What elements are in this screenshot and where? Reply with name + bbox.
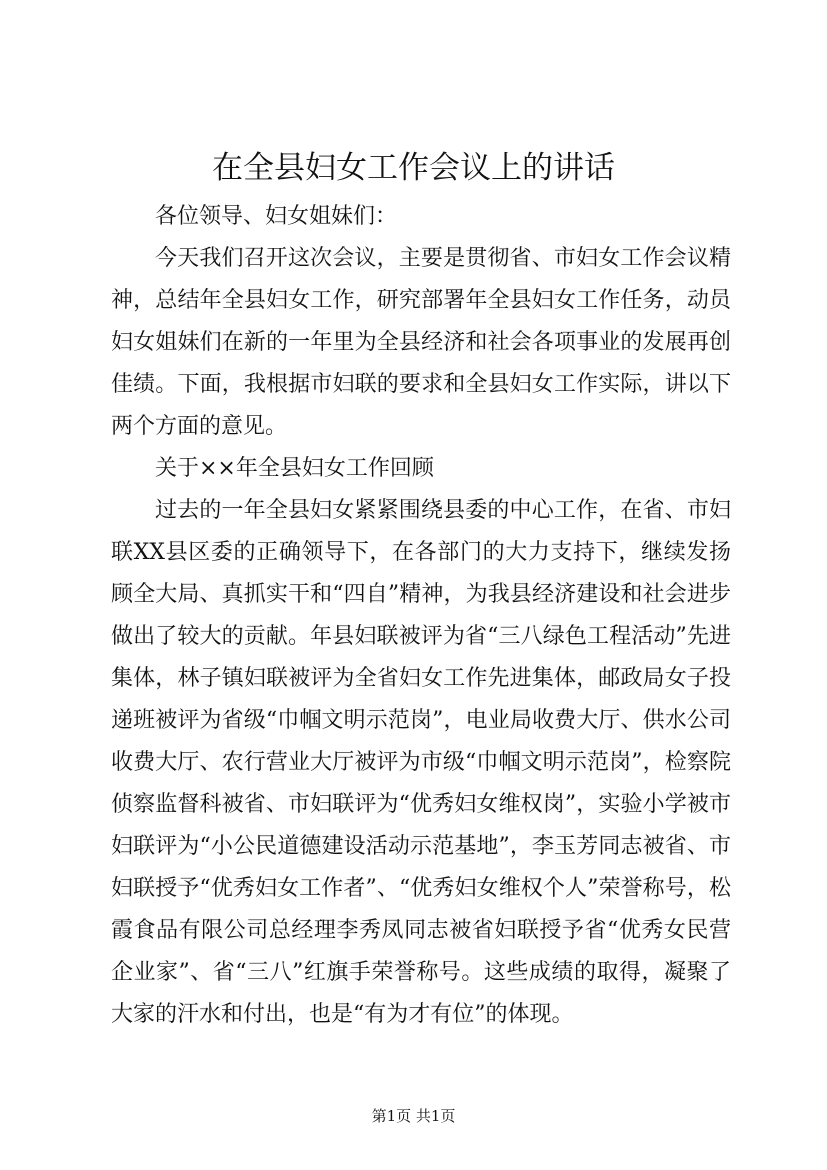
salutation-paragraph: 各位领导、妇女姐妹们： bbox=[155, 204, 398, 229]
document-body bbox=[111, 196, 731, 1036]
intro-paragraph: 今天我们召开这次会议，主要是贯彻省、市妇女工作会议精神，总结年全县妇女工作，研究部署年全县妇女工作任务，动员妇女姐妹们在新的一年里为全县经济和社会各项事业的发展再创佳绩。下面，我根据市妇联的要求和全县妇女工作实际，讲以下两个方面的意见。 bbox=[111, 246, 731, 439]
section-heading: 关于××年全县妇女工作回顾 bbox=[155, 456, 434, 481]
page-number-footer: 第1页 共1页 bbox=[371, 1107, 456, 1125]
review-paragraph: 过去的一年全县妇女紧紧围绕县委的中心工作，在省、市妇联XX县区委的正确领导下，在各部门的大力支持下，继续发扬顾全大局、真抓实干和“四自”精神，为我县经济建设和社会进步做出了较大的贡献。年县妇联被评为省“三八绿色工程活动”先进集体，林子镇妇联被评为全省妇女工作先进集体，邮政局女子投递班被评为省级“巾帼文明示范岗”，电业局收费大厅、供水公司收费大厅、农行营业大厅被评为市级“巾帼文明示范岗”，检察院侦察监督科被省、市妇联评为“优秀妇女维权岗”，实验小学被市妇联评为“小公民道德建设活动示范基地”，李玉芳同志被省、市妇联授予“优秀妇女工作者”、“优秀妇女维权个人”荣誉称号，松霞食品有限公司总经理李秀凤同志被省妇联授予省“优秀女民营企业家”、省“三八”红旗手荣誉称号。这些成绩的取得，凝聚了大家的汗水和付出，也是“有为才有位”的体现。 bbox=[111, 498, 731, 1027]
document-title: 在全县妇女工作会议上的讲话 bbox=[212, 150, 615, 186]
